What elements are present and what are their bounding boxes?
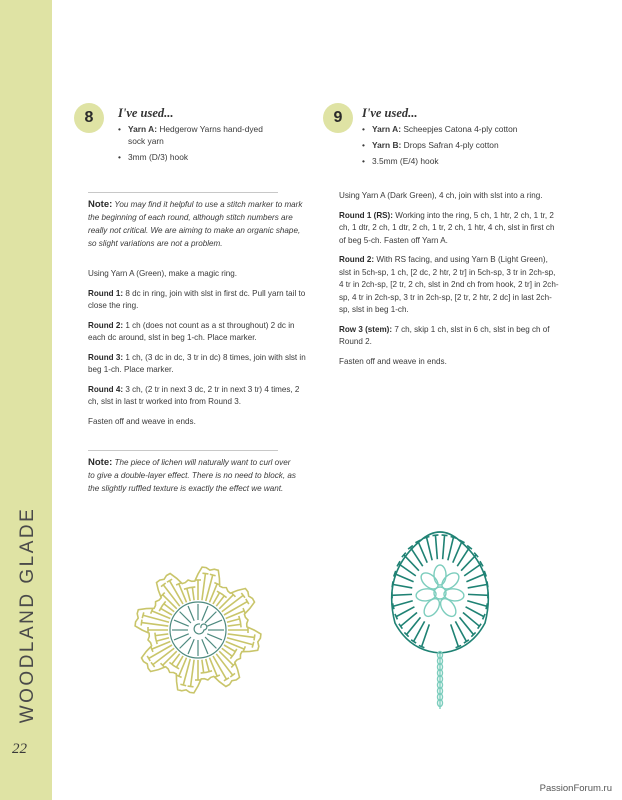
round-text: Row 3 (stem): 7 ch, skip 1 ch, slst in 6 ch, slst in beg ch of Round 2. bbox=[339, 324, 550, 346]
stitch-symbol bbox=[187, 588, 190, 601]
pattern-number-badge: 9 bbox=[323, 103, 353, 133]
stitch-symbol bbox=[191, 660, 195, 687]
pattern-instructions bbox=[339, 190, 561, 375]
stitch-symbol bbox=[156, 638, 169, 641]
stitch-symbol bbox=[180, 612, 191, 623]
section-title: WOODLAND GLADE bbox=[17, 506, 38, 724]
stitch-symbol bbox=[435, 535, 437, 559]
stitch-symbol bbox=[468, 584, 488, 588]
stitch-symbol bbox=[174, 620, 189, 626]
chain-loop bbox=[418, 570, 441, 592]
stitch-symbol bbox=[202, 660, 204, 673]
leaf-crochet-diagram bbox=[380, 513, 500, 713]
stitch-symbol bbox=[202, 574, 206, 601]
stitch-symbol bbox=[201, 672, 207, 673]
materials-list bbox=[118, 123, 278, 167]
stitch-symbol bbox=[466, 574, 485, 582]
stitch-symbol bbox=[156, 638, 158, 644]
chain-loop bbox=[434, 565, 446, 585]
lichen-crochet-diagram bbox=[128, 560, 268, 700]
note: Note: You may find it helpful to use a stitch marker to mark the beginning of each round, although stitch numbers are really not critical. We are aiming to make an organic shape, so slight variations are not a problem. bbox=[88, 199, 303, 248]
materials-list bbox=[362, 123, 562, 171]
stitch-symbol bbox=[206, 659, 209, 672]
stitch-symbol bbox=[451, 624, 459, 646]
stitch-symbol bbox=[227, 619, 240, 622]
round-text: Round 1: 8 dc in ring, join with slst in first dc. Pull yarn tail to close the ring. bbox=[88, 288, 306, 310]
stitch-symbol bbox=[189, 587, 195, 588]
stitch-symbol bbox=[210, 574, 216, 576]
stitch-symbol bbox=[174, 634, 189, 640]
stitch-symbol bbox=[393, 601, 412, 606]
stitch-symbol bbox=[453, 541, 462, 562]
stitch-symbol bbox=[205, 612, 216, 623]
stitch-symbol bbox=[202, 573, 208, 574]
stitch-symbol bbox=[427, 537, 433, 560]
pattern-number-badge: 8 bbox=[74, 103, 104, 133]
stitch-symbol bbox=[443, 535, 445, 559]
stitch-symbol bbox=[468, 594, 488, 595]
stitch-symbol bbox=[155, 634, 168, 636]
stitch-symbol bbox=[155, 633, 156, 639]
finish-text: Fasten off and weave in ends. bbox=[88, 416, 196, 426]
intro-text: Using Yarn A (Green), make a magic ring. bbox=[88, 269, 238, 278]
watermark: PassionForum.ru bbox=[539, 783, 612, 794]
stitch-symbol bbox=[240, 621, 241, 627]
chain-loop bbox=[416, 588, 437, 602]
stitch-symbol bbox=[395, 614, 397, 619]
stitch-symbol bbox=[180, 684, 186, 686]
note: Note: The piece of lichen will naturally want to curl over to give a double-layer effect. There is no need to block, as the slightly ruffled texture is exactly the effect we want. bbox=[88, 457, 296, 493]
stitch-symbol bbox=[392, 594, 412, 595]
stitch-symbol bbox=[254, 634, 255, 640]
stitch-symbol bbox=[395, 574, 414, 582]
stitch-symbol bbox=[418, 541, 427, 562]
stitch-symbol bbox=[422, 624, 430, 646]
materials-item: • Yarn B: Drops Safran 4-ply cotton bbox=[362, 139, 562, 151]
materials-item: • 3mm (D/3) hook bbox=[118, 151, 278, 163]
stitch-symbol bbox=[188, 639, 194, 654]
stitch-symbol bbox=[228, 624, 241, 626]
stitch-symbol bbox=[205, 637, 216, 648]
round-text: Round 2: 1 ch (does not count as a st throughout) 2 dc in each dc around, slst in beg 1-ch. Place marker. bbox=[88, 320, 295, 342]
stitch-symbol bbox=[442, 535, 448, 536]
stitch-symbol bbox=[396, 607, 414, 617]
stitch-symbol bbox=[467, 601, 486, 606]
stitch-symbol bbox=[142, 623, 169, 627]
round-text: Round 1 (RS): Working into the ring, 5 ch, 1 htr, 2 ch, 1 tr, 2 ch, 1 dtr, 2 ch, 1 dtr, 2 ch, 1 tr, 2 ch, 1 htr, 4 ch, slst in first ch of beg 5-ch. Fasten off Yarn A. bbox=[339, 210, 555, 245]
stitch-symbol bbox=[202, 639, 208, 654]
stitch-symbol bbox=[393, 584, 413, 588]
pattern-instructions bbox=[88, 268, 306, 435]
materials-heading: I've used... bbox=[118, 106, 174, 120]
round-text: Round 2: With RS facing, and using Yarn B (Light Green), slst in 5ch-sp, 1 ch, [2 dc, 2 htr, 2 tr] in 5ch-sp, 3 tr in 2ch-sp, 4 tr in 2ch-sp, [2 tr, 2 ch, slst in 2nd ch from hook, 2 tr] in 2ch-sp, 4 tr in 2ch-sp, 3 tr in 2ch-sp, [2 tr, 2 htr, 2 dc] in last 2ch-sp, slst in beg 1-ch. bbox=[339, 255, 559, 314]
stitch-symbol bbox=[206, 671, 212, 673]
stitch-symbol bbox=[188, 606, 194, 621]
materials-item: • Yarn A: Hedgerow Yarns hand-dyed sock yarn bbox=[118, 123, 278, 147]
stitch-symbol bbox=[239, 616, 241, 622]
materials-item: • 3.5mm (E/4) hook bbox=[362, 155, 562, 167]
stitch-symbol bbox=[432, 535, 438, 536]
round-text: Round 4: 3 ch, (2 tr in next 3 dc, 2 tr in next 3 tr) 4 times, 2 ch, slst in last tr worked into from Round 3. bbox=[88, 384, 300, 406]
stitch-symbol bbox=[142, 612, 144, 618]
stitch-symbol bbox=[192, 587, 194, 600]
round-text: Round 3: 1 ch, (3 dc in dc, 3 tr in dc) 8 times, join with slst in beg 1-ch. Place marker. bbox=[88, 352, 306, 374]
stitch-symbol bbox=[202, 606, 208, 621]
intro-text: Using Yarn A (Dark Green), 4 ch, join with slst into a ring. bbox=[339, 191, 543, 200]
stitch-symbol bbox=[252, 642, 254, 648]
page-number: 22 bbox=[12, 741, 27, 757]
stitch-symbol bbox=[141, 620, 142, 626]
chain-loop bbox=[443, 588, 464, 602]
note-divider bbox=[88, 192, 278, 193]
stitch-symbol bbox=[207, 634, 222, 640]
stitch-symbol bbox=[448, 537, 454, 560]
note-divider bbox=[88, 450, 278, 451]
stitch-symbol bbox=[228, 634, 255, 638]
stitch-symbol bbox=[188, 686, 194, 687]
materials-item: • Yarn A: Scheepjes Catona 4-ply cotton bbox=[362, 123, 562, 135]
stitch-symbol bbox=[180, 637, 191, 648]
stitch-symbol bbox=[184, 588, 190, 590]
materials-heading: I've used... bbox=[362, 106, 418, 120]
finish-text: Fasten off and weave in ends. bbox=[339, 356, 447, 366]
stitch-symbol bbox=[483, 614, 485, 619]
stitch-symbol bbox=[207, 620, 222, 626]
stitch-symbol bbox=[466, 607, 484, 617]
